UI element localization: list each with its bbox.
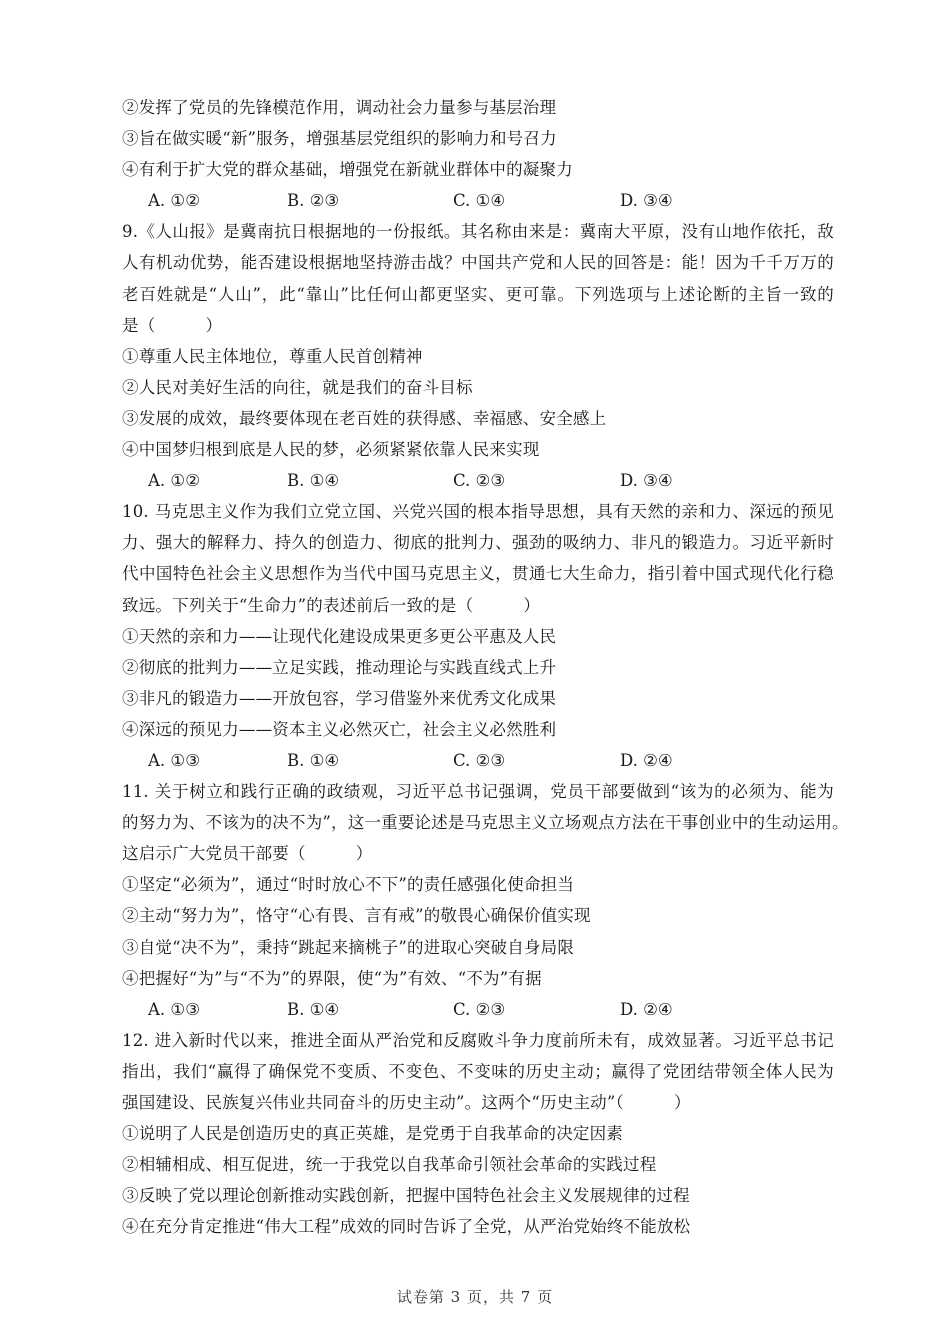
q8-choice-c: C. ①④ — [453, 191, 506, 211]
q11-option: ②主动“努力为”，恪守“心有畏、言有戒”的敬畏心确保价值实现 — [122, 906, 591, 926]
q8-option-4: ④有利于扩大党的群众基础，增强党在新就业群体中的凝聚力 — [122, 160, 573, 180]
q10-option: ①天然的亲和力——让现代化建设成果更多更公平惠及人民 — [122, 626, 557, 646]
q11-stem-line: 11. 关于树立和践行正确的政绩观，习近平总书记强调，党员干部要做到“该为的必须为、能为 — [122, 782, 834, 802]
q9-choice-a: A. ①② — [148, 471, 200, 491]
q9-stem-line: 人有机动优势，能否建设根据地坚持游击战？中国共产党和人民的回答是：能！因为千千万万的 — [122, 253, 834, 273]
q12-option: ④在充分肯定推进“伟大工程”成效的同时告诉了全党，从严治党始终不能放松 — [122, 1217, 691, 1237]
q11-option: ③自觉“决不为”，秉持“跳起来摘桃子”的进取心突破自身局限 — [122, 937, 575, 957]
q10-stem-line: 力、强大的解释力、持久的创造力、彻底的批判力、强劲的吸纳力、非凡的锻造力。习近平新时 — [122, 533, 834, 553]
q10-stem-line: 致远。下列关于“生命力”的表述前后一致的是（ ） — [122, 595, 541, 615]
q12-option: ①说明了人民是创造历史的真正英雄，是党勇于自我革命的决定因素 — [122, 1124, 623, 1144]
q9-option: ③发展的成效，最终要体现在老百姓的获得感、幸福感、安全感上 — [122, 408, 607, 428]
page-content — [122, 92, 849, 1242]
q9-choices — [122, 465, 834, 496]
q12-option: ②相辅相成、相互促进，统一于我党以自我革命引领社会革命的实践过程 — [122, 1155, 657, 1175]
q9-stem-line: 老百姓就是“人山”，此“靠山”比任何山都更坚实、更可靠。下列选项与上述论断的主旨一致的 — [122, 284, 834, 304]
q12-stem-line: 强国建设、民族复兴伟业共同奋斗的历史主动”。这两个“历史主动”（ ） — [122, 1093, 691, 1112]
q9-option: ②人民对美好生活的向往，就是我们的奋斗目标 — [122, 377, 473, 397]
q9-option: ④中国梦归根到底是人民的梦，必须紧紧依靠人民来实现 — [122, 440, 540, 460]
q10-option: ③非凡的锻造力——开放包容，学习借鉴外来优秀文化成果 — [122, 688, 557, 708]
q11-choice-b: B. ①④ — [287, 999, 340, 1019]
q9-stem-line: 是（ ） — [122, 315, 223, 335]
q11-choice-a: A. ①③ — [148, 999, 200, 1019]
q9-choice-d: D. ③④ — [620, 471, 673, 491]
q10-option: ④深远的预见力——资本主义必然灭亡，社会主义必然胜利 — [122, 719, 557, 739]
q11-choice-c: C. ②③ — [453, 999, 506, 1019]
q11-option: ①坚定“必须为”，通过“时时放心不下”的责任感强化使命担当 — [122, 875, 575, 895]
q8-choice-a: A. ①② — [148, 191, 200, 211]
q8-option-2: ②发挥了党员的先锋模范作用，调动社会力量参与基层治理 — [122, 98, 557, 117]
q8-choices — [122, 185, 834, 216]
q12-stem-line: 指出，我们“赢得了确保党不变质、不变色、不变味的历史主动；赢得了党团结带领全体人民为 — [122, 1061, 834, 1081]
q11-stem-line: 这启示广大党员干部要（ ） — [122, 844, 373, 864]
q9-choice-b: B. ①④ — [287, 471, 340, 491]
q9-choice-c: C. ②③ — [453, 471, 506, 491]
q10-choice-c: C. ②③ — [453, 750, 506, 770]
q10-choice-d: D. ②④ — [620, 750, 673, 770]
q9-option: ①尊重人民主体地位，尊重人民首创精神 — [122, 346, 423, 366]
q11-choices — [122, 994, 834, 1025]
q11-choice-d: D. ②④ — [620, 999, 673, 1019]
q10-choice-a: A. ①③ — [148, 750, 200, 770]
q11-stem-line: 的努力为、不该为的决不为”，这一重要论述是马克思主义立场观点方法在干事创业中的生动运用。 — [122, 813, 849, 833]
q12-stem-line: 12. 进入新时代以来，推进全面从严治党和反腐败斗争力度前所未有，成效显著。习近平总书记 — [122, 1030, 834, 1050]
q10-choices — [122, 745, 834, 776]
q8-option-3: ③旨在做实暖“新”服务，增强基层党组织的影响力和号召力 — [122, 129, 557, 149]
q10-stem-line: 代中国特色社会主义思想作为当代中国马克思主义，贯通七大生命力，指引着中国式现代化行稳 — [122, 564, 834, 584]
q8-choice-b: B. ②③ — [287, 191, 340, 211]
q10-stem-line: 10. 马克思主义作为我们立党立国、兴党兴国的根本指导思想，具有天然的亲和力、深远的预见 — [122, 502, 834, 522]
q12-option: ③反映了党以理论创新推动实践创新，把握中国特色社会主义发展规律的过程 — [122, 1186, 690, 1206]
page-footer: 试卷第 3 页，共 7 页 — [396, 1288, 554, 1306]
q10-choice-b: B. ①④ — [287, 750, 340, 770]
q9-stem-line: 9.《人山报》是冀南抗日根据地的一份报纸。其名称由来是：冀南大平原，没有山地作依托，敌 — [122, 222, 834, 242]
q10-option: ②彻底的批判力——立足实践，推动理论与实践直线式上升 — [122, 657, 557, 677]
q8-choice-d: D. ③④ — [620, 191, 673, 211]
q11-option: ④把握好“为”与“不为”的界限，使“为”有效、“不为”有据 — [122, 968, 542, 988]
